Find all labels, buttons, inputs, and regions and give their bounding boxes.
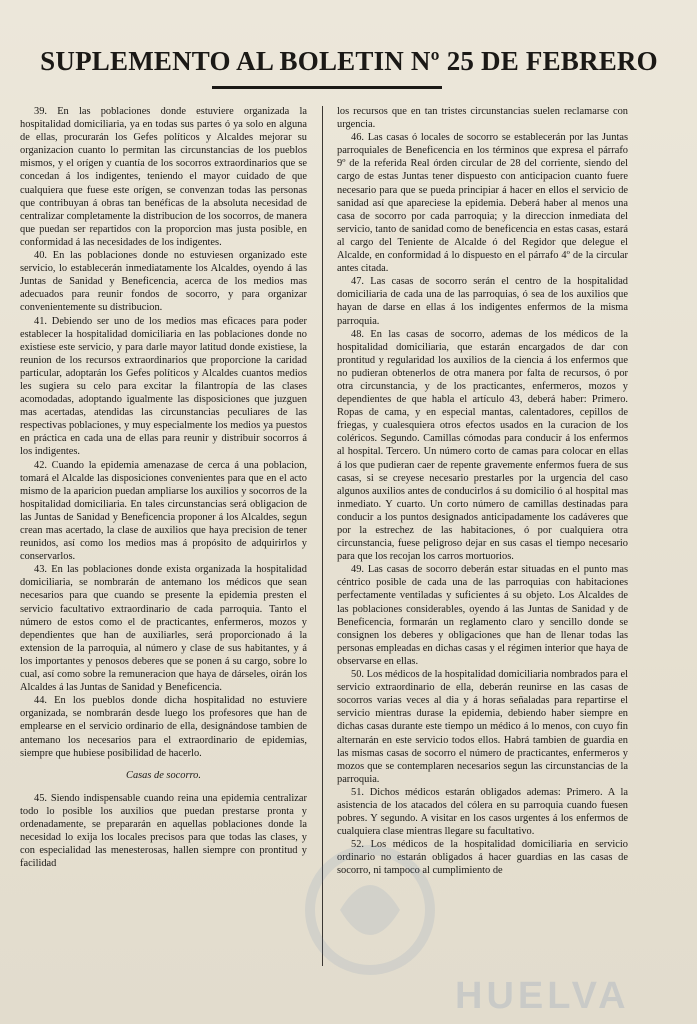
paragraph-52: 52. Los médicos de la hospitalidad domiciliaria en servicio ordinario no estarán obligados á hacer guardias en las casas de socorro, ni tampoco al cumplimiento de xyxy=(337,839,628,877)
paragraph-43: 43. En las poblaciones donde exista organizada la hospitalidad domiciliaria, se nombrarán de antemano los médicos que sean necesarios para que cuando se presente la epidemia presten el servicio facultativo extraordinario de cada parroquia. Tanto el número de estos como el de practicantes, enfermeros, mozos y dependientes que han de auxiliarles, será proporcionado á la extension de la parroquia, al número y clase de sus habitantes, y á los importantes y penosos deberes que se ponen á su cargo, sobre lo cual, así como sobre la remuneracion que haya de dárseles, oirán los Alcaldes á las Juntas de Sanidad y Beneficencia. xyxy=(20,564,307,694)
paragraph-44: 44. En los pueblos donde dicha hospitalidad no estuviere organizada, se nombrarán desde luego los profesores que han de emplearse en el servicio ordinario de ella, designándose tambien de antemano los necesarios para el extraordinario de epidemias, siempre que hubiese posibilidad de hacerlo. xyxy=(20,695,307,759)
right-column xyxy=(337,105,628,878)
paragraph-46: 46. Las casas ó locales de socorro se establecerán por las Juntas parroquiales de Beneficencia en los términos que expresa el párrafo 9º de la referida Real órden circular de 28 del corriente, siendo del cargo de estas Juntas tener dispuesto con anticipacion cuanto fuere necesario para que se pueda principiar á hacer en ellos el servicio de sanidad así que apareciese la epidemia. Deberá haber al menos una casa de socorro por cada parroquia; y la direccion inmediata del servicio, tanto de sanidad como de beneficencia en estas casas, estará al cargo del Teniente de Alcalde ó del Regidor que delegue el Alcalde, en conformidad á lo dispuesto en el párrafo 4º de la circular antes citada. xyxy=(337,132,628,275)
paragraph-47: 47. Las casas de socorro serán el centro de la hospitalidad domiciliaria de cada una de las parroquias, ó sea de los auxilios que hayan de darse en ellas á los indigentes enfermos de la misma parroquia. xyxy=(337,276,628,327)
paragraph-50: 50. Los médicos de la hospitalidad domiciliaria nombrados para el servicio extraordinario de ella, deberán reunirse en las casas de socorros varias veces al dia y á horas señaladas para repartirse el servicio mientras durase la epidemia, debiendo haber siempre en dichas casas durante este tiempo un médico á lo menos, con cuyo fin alternarán en este servicio todos ellos. Habrá tambien de guardia en las mismas casas de socorro el número de practicantes, enfermeros y mozos que se contemplaren necesarios segun las circunstancias de la parroquia. xyxy=(337,669,628,785)
paragraph-42: 42. Cuando la epidemia amenazase de cerca á una poblacion, tomará el Alcalde las disposiciones convenientes para que en el acto mismo de la aparicion puedan ampliarse los auxilios y socorros de la hospitalidad domiciliaria. En tales circunstancias será obligacion de las Juntas de Sanidad y Beneficencia proponer á los Alcaldes, segun crean mas acertado, la clase de auxilios que haya precision de tener reunidos, así como los medios mas á propósito de adquirirlos y conservarlos. xyxy=(20,459,307,563)
paragraph-39: 39. En las poblaciones donde estuviere organizada la hospitalidad domiciliaria, ya en todas sus partes ó ya solo en alguna de ellas, procurarán los Gefes políticos y Alcaldes mejorar su organizacion cuanto lo permitan las circunstancias de los pueblos mismos, y el orígen y cuantía de los socorros extraordinarios que se concedan á los indigentes, teniendo el mayor cuidado de que cualquiera que fuese este orígen, se convenzan todas las personas que contribuyan á obras tan benéficas de la absoluta necesidad de centralizar completamente la distribucion de los socorros, de manera que puedan ser repartidos con la proporcion mas justa posible, en conformidad á las necesidades de los indigentes. xyxy=(20,106,307,248)
paragraph-49: 49. Las casas de socorro deberán estar situadas en el punto mas céntrico posible de cada una de las parroquias con habitaciones perfectamente ventiladas y suficientes á su objeto. Los Alcaldes de las poblaciones considerables, oyendo á las Juntas de Sanidad y de Beneficencia, formarán un reglamento claro y sencillo donde se consignen los deberes y obligaciones que han de llenar todas las personas empleadas en dichas casas y el régimen interior que haya de observarse en ellas. xyxy=(337,564,628,667)
paragraph-45: 45. Siendo indispensable cuando reina una epidemia centralizar todo lo posible los auxilios que puedan prestarse pronta y ordenadamente, se prepararán en aquellas poblaciones donde la necesidad lo exija los locales precisos para que todas las clases, y con especialidad las menesterosas, hallen siempre con prontitud y facilidad xyxy=(20,792,307,870)
paragraph-40: 40. En las poblaciones donde no estuviesen organizado este servicio, lo establecerán inmediatamente los Alcaldes, oyendo á las Juntas de Sanidad y Beneficencia, acerca de los medios mas adecuados para reunir fondos de socorro, y para organizar convenientemente su distribucion. xyxy=(20,250,307,314)
watermark-text: HUELVA xyxy=(455,975,630,1017)
paragraph-51: 51. Dichos médicos estarán obligados ademas: Primero. A la asistencia de los atacados del cólera en su parroquia cuando fuesen pobres. Y segundo. A visitar en los casos urgentes á los enfermos de cualquiera clase mientras llegare su facultativo. xyxy=(337,786,628,838)
page-title: SUPLEMENTO AL BOLETIN Nº 25 DE FEBRERO xyxy=(40,46,658,76)
paragraph-45-continued: los recursos que en tan tristes circunstancias suelen reclamarse con urgencia. xyxy=(337,106,628,131)
section-heading: Casas de socorro. xyxy=(126,769,201,781)
left-column xyxy=(20,105,307,870)
paragraph-48: 48. En las casas de socorro, ademas de los médicos de la hospitalidad domiciliaria, que estarán encargados de dar con prontitud y regularidad los auxilios de la ciencia á los enfermos que no pudieran obtenerlos de otra manera por falta de recursos, ó por otra circunstancia, y de los practicantes, enfermeros, mozos y dependientes de que habla el artículo 43, deberá haber: Primero. Ropas de cama, y en especial mantas, calentadores, cepillos de friegas, y cualesquiera otros efectos usados en la curacion de los coléricos. Segundo. Camillas cómodas para conducir á los enfermos al hospital. Tercero. Un número corto de camas para colocar en ellas á los que pudieran caer de repente gravemente enfermos fuera de sus casas, si se creyese necesario prestarles por la urgencia del caso algunos auxilios antes de conducirlos á su domicilio ó al hospital mas inmediato. Y cuarto. Un corto número de camillas destinadas para conducir a los puntos designados anticipadamente los cadáveres que por la estrechez de las habitaciones, ó por cualquiera otra circunstancia, fuese peligroso dejar en sus casas el tiempo necesario para que los recojan los carros mortuorios. xyxy=(337,328,628,563)
title-rule xyxy=(212,86,442,89)
paragraph-41: 41. Debiendo ser uno de los medios mas eficaces para poder establecer la hospitalidad domiciliaria en las poblaciones donde no existiese este servicio, y para darle mayor latitud donde existiese, la reunion de los recursos extraordinarios que proporcione la caridad particular, adoptarán los Gefes políticos y Alcaldes cuantos medios les sugiera su celo para excitar la filantropía de las clases acomodadas, adoptando igualmente las disposiciones que juzguen mas acertadas, atendidas las circunstancias peculiares de las respectivas poblaciones, y muy especialmente los medios ya puestos en práctica en cada una de ellas para reunir y distribuir socorros á los indigentes. xyxy=(20,315,307,458)
